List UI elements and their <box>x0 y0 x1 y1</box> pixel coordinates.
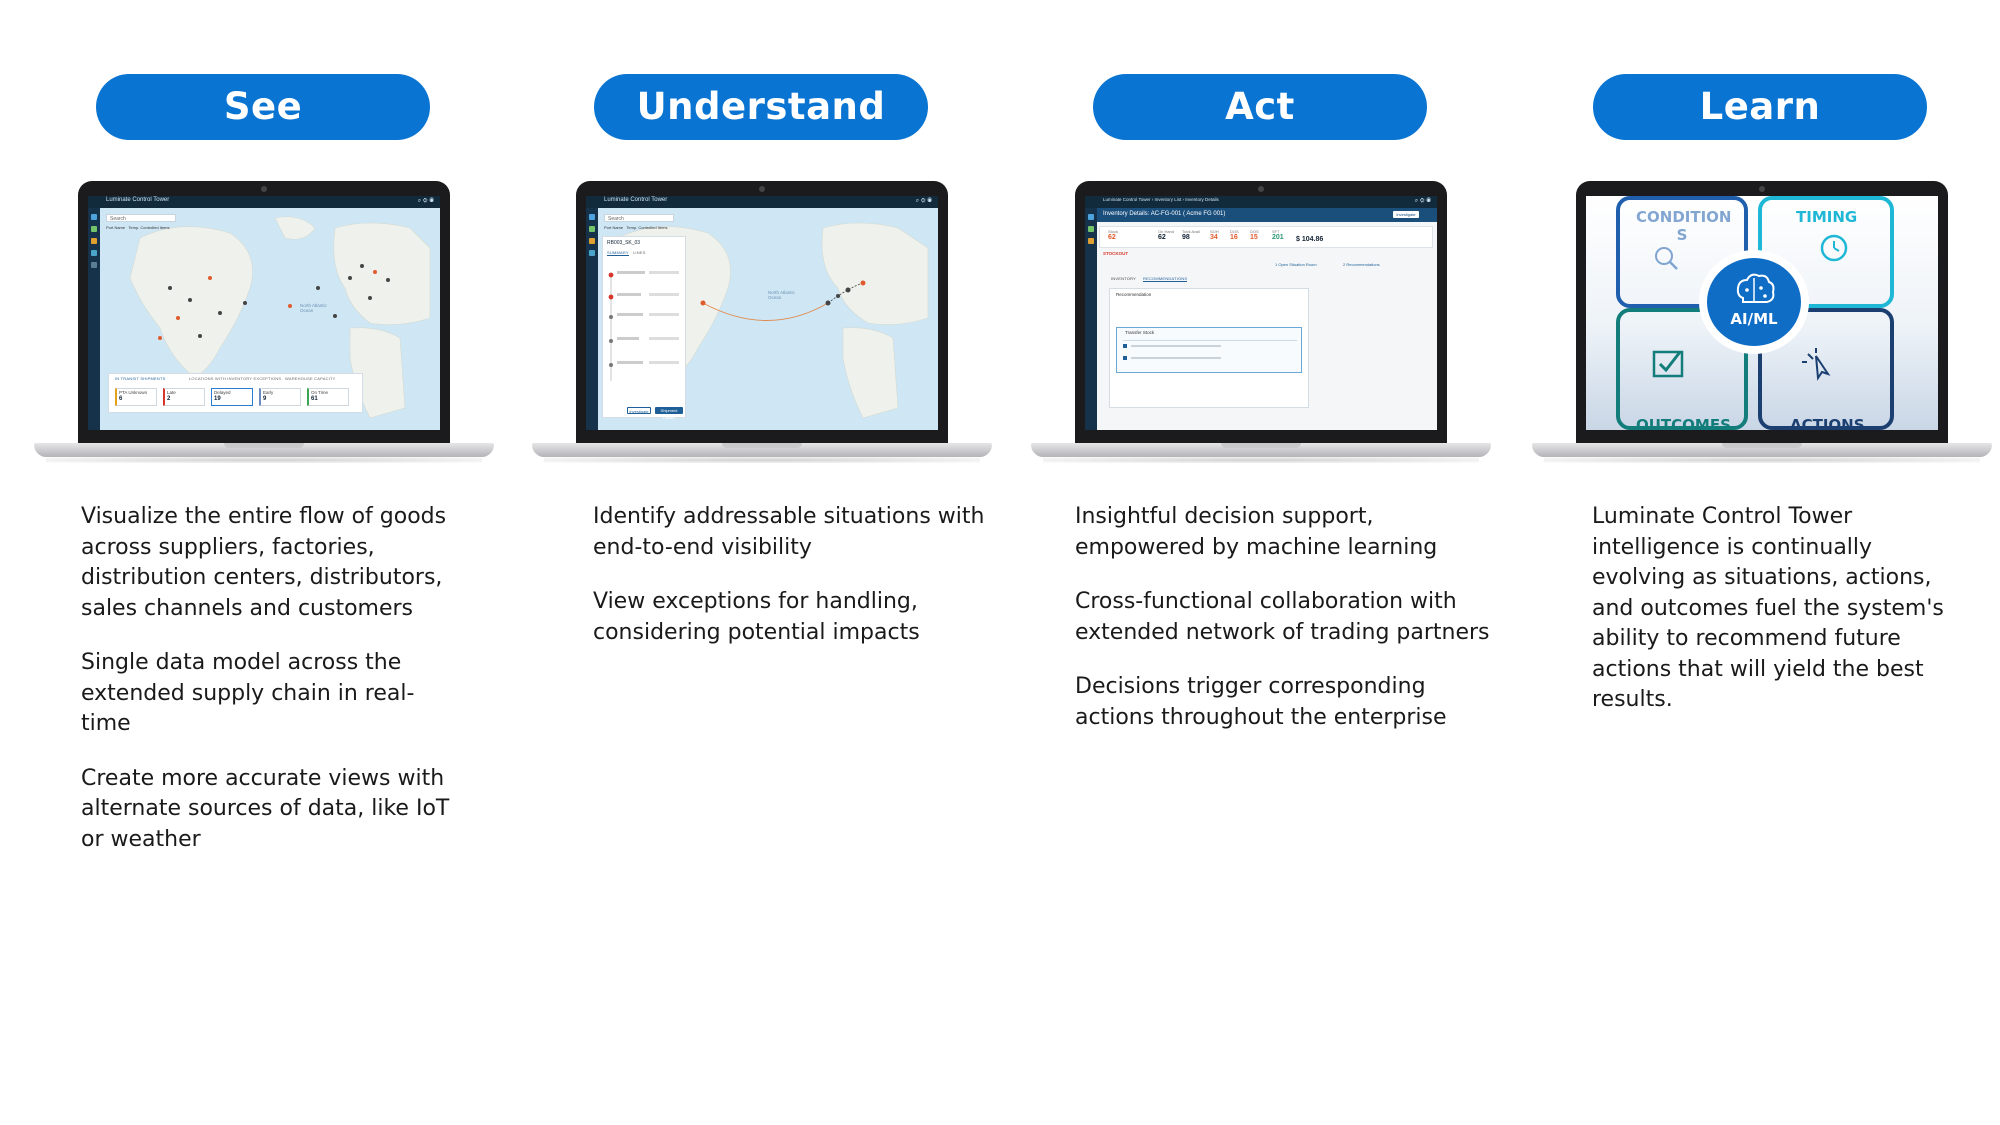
metric-on-hand: On Hand 62 <box>1158 229 1175 241</box>
metric-total-avail: Total Avail 98 <box>1182 229 1200 241</box>
breadcrumb: Luminate Control Tower › Inventory List › Inventory Details <box>1103 197 1219 202</box>
learn-screen <box>1586 196 1938 430</box>
laptop-shadow <box>46 457 482 463</box>
learn-column <box>1500 0 2000 1125</box>
filter-port-name[interactable]: Port Name <box>106 225 126 230</box>
recommendations-link[interactable]: 2 Recommendations <box>1343 262 1380 267</box>
camera-dot <box>1759 186 1765 192</box>
act-paragraph-3: Decisions trigger corresponding actions throughout the enterprise <box>1075 674 1447 730</box>
app-title: Luminate Control Tower <box>106 197 170 203</box>
rail-icon-map[interactable] <box>1088 226 1094 232</box>
app-bar <box>1085 196 1437 208</box>
laptop-shadow <box>1544 457 1980 463</box>
filter-port-name[interactable]: Port Name <box>604 225 624 230</box>
see-paragraph-2: Single data model across the extended supply chain in real-time <box>81 650 415 736</box>
rail-icon-inventory[interactable] <box>589 250 595 256</box>
breadcrumb-item[interactable]: Inventory List <box>1154 197 1182 202</box>
tile-late[interactable] <box>163 388 205 406</box>
investigate-button[interactable]: Investigate <box>627 407 651 414</box>
app-bar-icons[interactable]: ⌕ ⚙ ◉ <box>915 198 932 204</box>
metric-soh: SOH 34 <box>1210 229 1219 241</box>
side-rail <box>88 208 100 430</box>
laptop-lid <box>78 181 450 443</box>
condition-label: CONDITION S <box>1636 208 1732 244</box>
rail-icon-alerts[interactable] <box>589 238 595 244</box>
understand-description <box>593 502 998 672</box>
rail-icon-map[interactable] <box>91 226 97 232</box>
tab-warehouse-capacity[interactable]: WAREHOUSE CAPACITY <box>285 376 336 381</box>
see-paragraph-3: Create more accurate views with alternate sources of data, like IoT or weather <box>81 765 450 852</box>
laptop-notch <box>1221 443 1301 448</box>
metric-total-value: $ 104.86 <box>1296 236 1324 243</box>
see-laptop <box>34 181 494 463</box>
checklist-icon <box>1654 352 1682 376</box>
filter-row <box>106 225 170 230</box>
act-laptop <box>1031 181 1491 463</box>
transfer-label: Transfer Stock <box>1125 330 1155 335</box>
rail-icon-home[interactable] <box>91 214 97 220</box>
tile-label: Delayed <box>214 390 231 395</box>
side-rail <box>1085 208 1097 430</box>
laptop-notch <box>1722 443 1802 448</box>
app-bar-icons[interactable]: ⌕ ⚙ ◉ <box>1414 198 1431 204</box>
search-input[interactable] <box>604 214 674 222</box>
tile-value: 2 <box>167 396 171 402</box>
tab-inventory[interactable]: INVENTORY <box>1111 276 1136 281</box>
timing-label: TIMING <box>1796 208 1858 226</box>
tab-recommendations[interactable]: RECOMMENDATIONS <box>1143 276 1188 281</box>
tab-inventory-exceptions[interactable]: LOCATIONS WITH INVENTORY EXCEPTIONS <box>189 376 282 381</box>
investigate-button[interactable]: Investigate <box>1393 211 1419 218</box>
rail-icon-home[interactable] <box>1088 214 1094 220</box>
breadcrumb-item: Inventory Details <box>1185 197 1219 202</box>
rail-icon-home[interactable] <box>589 214 595 220</box>
tile-delayed[interactable] <box>211 388 253 406</box>
tile-on-time[interactable] <box>307 388 349 406</box>
ai-ml-hub <box>1699 250 1809 354</box>
filter-temp-controlled[interactable]: Temp. Controlled Items <box>626 225 668 230</box>
see-screen <box>88 196 440 430</box>
clock-icon <box>1822 236 1846 260</box>
camera-dot <box>759 186 765 192</box>
laptop-lid <box>1576 181 1948 443</box>
learn-paragraph-1: Luminate Control Tower intelligence is continually evolving as situations, actions, and outcomes fuel the system's ability to recommend future actions that will yield the best results. <box>1592 504 1944 712</box>
bottom-tray <box>108 373 363 413</box>
metric-dos-2: DOS 15 <box>1250 229 1259 241</box>
tile-label: Early <box>263 390 274 395</box>
actions-label: ACTIONS <box>1790 416 1865 430</box>
camera-dot <box>261 186 267 192</box>
filter-temp-controlled[interactable]: Temp. Controlled Items <box>128 225 170 230</box>
page-heading: Inventory Details: AC-FG-001 ( Acme FG 001) <box>1103 211 1226 217</box>
laptop-shadow <box>544 457 980 463</box>
search-placeholder: Search <box>608 216 624 222</box>
tile-value: 19 <box>214 396 221 402</box>
shipment-details-button[interactable]: Shipment Details <box>655 407 683 414</box>
laptop-lid <box>576 181 948 443</box>
ocean-label: North Atlantic Ocean <box>300 303 327 313</box>
rail-icon-map[interactable] <box>589 226 595 232</box>
transfer-block <box>1116 327 1302 373</box>
laptop-lid <box>1075 181 1447 443</box>
tile-value: 61 <box>311 396 318 402</box>
act-column <box>1000 0 1500 1125</box>
app-bar <box>586 196 938 208</box>
status-badge: STOCKOUT <box>1103 251 1129 256</box>
rail-icon-alerts[interactable] <box>91 238 97 244</box>
shipment-id: RB003_SK_03 <box>607 240 641 246</box>
act-screen <box>1085 196 1437 430</box>
app-title: Luminate Control Tower <box>604 197 668 203</box>
rail-icon-alerts[interactable] <box>1088 238 1094 244</box>
ai-ml-label: AI/ML <box>1730 310 1778 328</box>
see-heading-pill: See <box>96 74 430 140</box>
search-placeholder: Search <box>110 216 126 222</box>
understand-paragraph-1: Identify addressable situations with end-to-end visibility <box>593 504 985 560</box>
tile-label: Late <box>167 390 176 395</box>
tab-lines[interactable]: LINES <box>633 250 646 255</box>
see-description <box>81 502 461 879</box>
app-bar <box>88 196 440 208</box>
act-paragraph-2: Cross-functional collaboration with extended network of trading partners <box>1075 589 1490 645</box>
see-paragraph-1: Visualize the entire flow of goods across suppliers, factories, distribution centers, distributors, sales channels and customers <box>81 504 447 621</box>
metrics-row <box>1099 226 1433 248</box>
route-timeline <box>603 261 687 401</box>
understand-heading-pill: Understand <box>594 74 928 140</box>
tab-summary[interactable]: SUMMARY <box>607 250 629 255</box>
learn-heading-pill: Learn <box>1593 74 1927 140</box>
header-band <box>1097 208 1437 222</box>
learn-description <box>1592 502 1967 740</box>
filter-row <box>604 225 668 230</box>
laptop-shadow <box>1043 457 1479 463</box>
tile-value: 9 <box>263 396 267 402</box>
outcomes-label: OUTCOMES <box>1636 416 1731 430</box>
magnifier-icon <box>1656 248 1677 269</box>
tile-pta-unknown[interactable] <box>115 388 157 406</box>
metric-sft: SFT 201 <box>1272 229 1284 241</box>
laptop-base <box>1031 443 1491 457</box>
recommendation-title: Recommendation <box>1116 292 1152 297</box>
ai-ml-circle <box>1707 258 1801 346</box>
act-paragraph-1: Insightful decision support, empowered by machine learning <box>1075 504 1438 560</box>
laptop-base <box>1532 443 1992 457</box>
laptop-notch <box>722 443 802 448</box>
understand-column <box>500 0 1000 1125</box>
laptop-base <box>34 443 494 457</box>
rail-icon-settings[interactable] <box>91 262 97 268</box>
laptop-notch <box>224 443 304 448</box>
cursor-click-icon <box>1802 348 1828 378</box>
search-input[interactable] <box>106 214 176 222</box>
understand-paragraph-2: View exceptions for handling, considering potential impacts <box>593 589 920 645</box>
act-heading-pill: Act <box>1093 74 1427 140</box>
open-situation-link[interactable]: 1 Open Situation Room <box>1275 262 1317 267</box>
side-rail <box>586 208 598 430</box>
understand-laptop <box>532 181 992 463</box>
rail-icon-inventory[interactable] <box>91 250 97 256</box>
ocean-label: North Atlantic Ocean <box>768 290 795 300</box>
tile-early[interactable] <box>259 388 301 406</box>
recommendation-card <box>1109 288 1309 408</box>
see-column <box>0 0 500 1125</box>
breadcrumb-item[interactable]: Luminate Control Tower <box>1103 197 1151 202</box>
shipment-panel <box>602 236 686 418</box>
understand-screen <box>586 196 938 430</box>
laptop-base <box>532 443 992 457</box>
app-bar-icons[interactable]: ⌕ ⚙ ◉ <box>417 198 434 204</box>
learn-laptop <box>1532 181 1992 463</box>
metric-stock: Stock 62 <box>1108 229 1119 241</box>
tab-in-transit[interactable]: IN TRANSIT SHIPMENTS <box>115 376 166 381</box>
tile-value: 6 <box>119 396 123 402</box>
camera-dot <box>1258 186 1264 192</box>
act-description <box>1075 502 1490 757</box>
tile-label: PTA Unknown <box>119 390 148 395</box>
map-area <box>598 208 938 430</box>
tile-label: On Time <box>311 390 329 395</box>
brain-icon <box>1707 258 1801 346</box>
map-area <box>100 208 440 430</box>
metric-dos-1: DOS 16 <box>1230 229 1239 241</box>
